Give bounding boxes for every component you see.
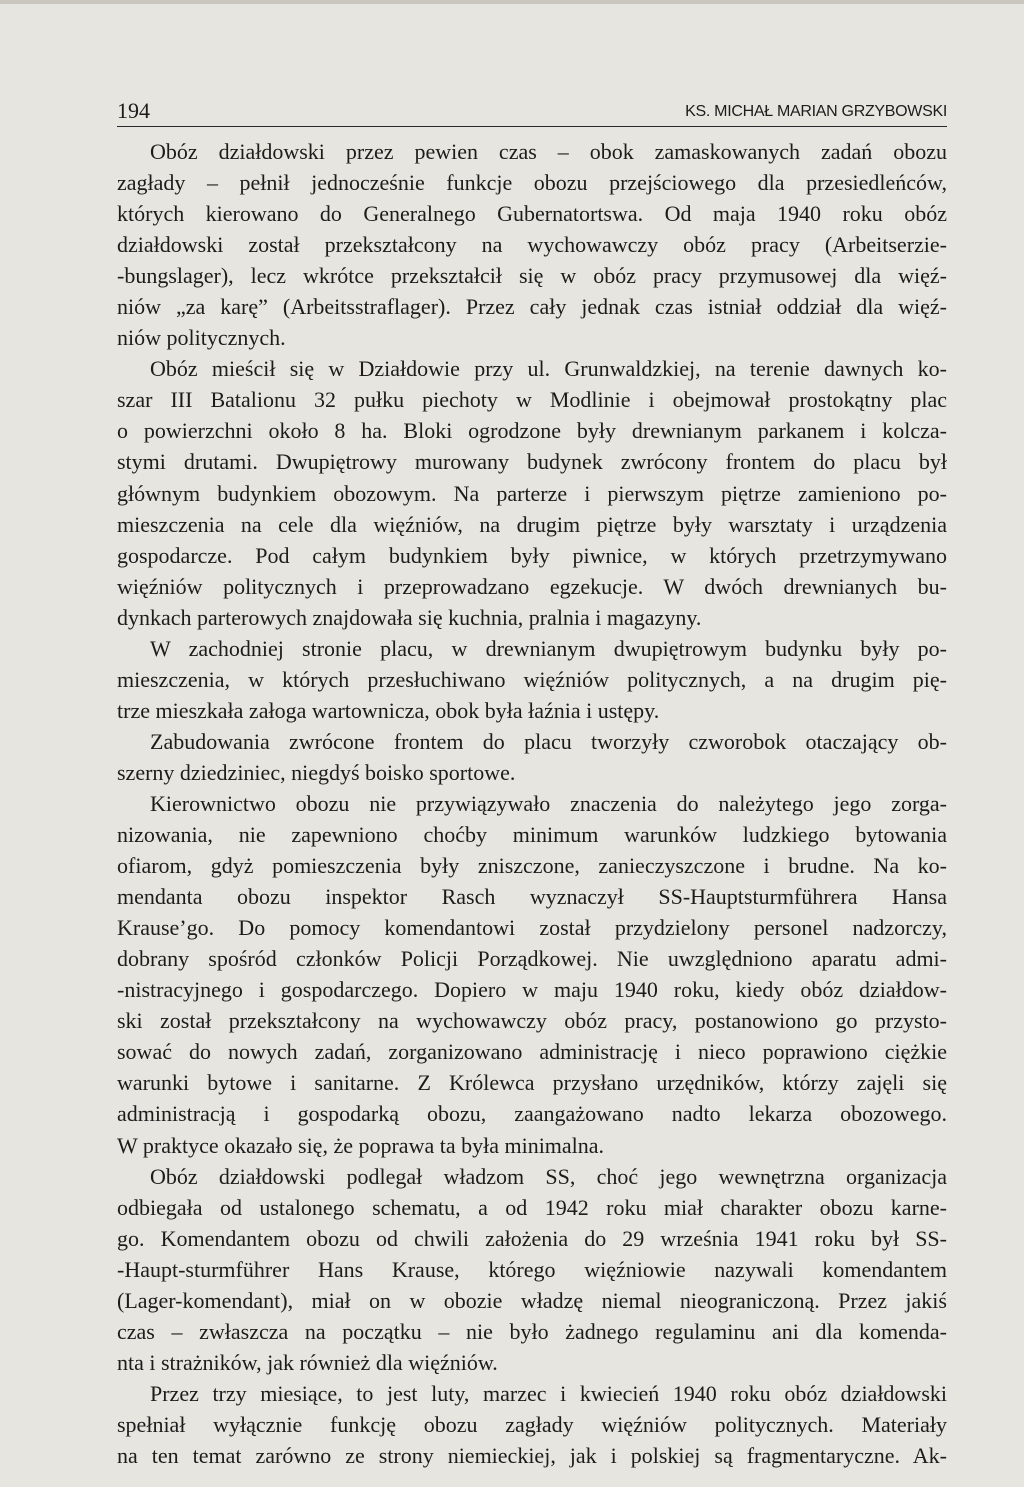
- text-line: odbiegała od ustalonego schematu, a od 1942 roku miał charakter obozu karne-: [117, 1194, 947, 1220]
- text-line: Obóz działdowski podlegał władzom SS, choć jego wewnętrzna organizacja: [150, 1163, 947, 1189]
- text-line: ski został przekształcony na wychowawczy obóz pracy, postanowiono go przysto-: [117, 1008, 947, 1034]
- text-line: Obóz mieścił się w Działdowie przy ul. Grunwaldzkiej, na terenie dawnych ko-: [150, 356, 947, 382]
- paragraph: [117, 726, 947, 788]
- text-line: Kierownictwo obozu nie przywiązywało znaczenia do należytego jego zorga-: [150, 790, 947, 816]
- paragraph: [117, 353, 947, 632]
- text-line: szerny dziedziniec, niegdyś boisko sportowe.: [117, 759, 516, 785]
- text-line: działdowski został przekształcony na wychowawczy obóz pracy (Arbeitserzie-: [117, 232, 947, 258]
- text-line: których kierowano do Generalnego Gubernatortswa. Od maja 1940 roku obóz: [117, 201, 947, 227]
- page-number: 194: [117, 98, 150, 123]
- text-line: mieszczenia, w których przesłuchiwano więźniów politycznych, a na drugim pię-: [117, 666, 947, 692]
- text-line: -nistracyjnego i gospodarczego. Dopiero w maju 1940 roku, kiedy obóz działdow-: [117, 977, 947, 1003]
- text-line: sować do nowych zadań, zorganizowano administrację i nieco poprawiono ciężkie: [117, 1039, 947, 1065]
- text-line: czas – zwłaszcza na początku – nie było żadnego regulaminu ani dla komenda-: [117, 1318, 947, 1344]
- text-line: o powierzchni około 8 ha. Bloki ogrodzone były drewnianym parkanem i kolcza-: [117, 418, 947, 444]
- paragraph: [117, 136, 947, 353]
- text-line: administracją i gospodarką obozu, zaangażowano nadto lekarza obozowego.: [117, 1101, 947, 1127]
- text-line: niów politycznych.: [117, 325, 286, 351]
- paragraph: [117, 788, 947, 1161]
- page-edge: [0, 0, 1024, 4]
- text-line: warunki bytowe i sanitarne. Z Królewca przysłano urzędników, którzy zajęli się: [117, 1070, 947, 1096]
- text-line: głównym budynkiem obozowym. Na parterze i pierwszym piętrze zamieniono po-: [117, 480, 947, 506]
- text-line: mieszczenia na cele dla więźniów, na drugim piętrze były warsztaty i urządzenia: [117, 511, 947, 537]
- body-text: [117, 136, 947, 1471]
- text-line: szar III Batalionu 32 pułku piechoty w Modlinie i obejmował prostokątny plac: [117, 387, 947, 413]
- page-header: [117, 98, 947, 127]
- text-line: więźniów politycznych i przeprowadzano egzekucje. W dwóch drewnianych bu-: [117, 573, 947, 599]
- text-line: dobrany spośród członków Policji Porządkowej. Nie uwzględniono aparatu admi-: [117, 946, 947, 972]
- text-line: spełniał wyłącznie funkcję obozu zagłady więźniów politycznych. Materiały: [117, 1411, 947, 1437]
- running-head: KS. MICHAŁ MARIAN GRZYBOWSKI: [685, 103, 947, 120]
- text-line: niów „za karę” (Arbeitsstraflager). Przez cały jednak czas istniał oddział dla więź-: [117, 294, 947, 320]
- text-line: stymi drutami. Dwupiętrowy murowany budynek zwrócony frontem do placu był: [117, 449, 947, 475]
- text-line: Zabudowania zwrócone frontem do placu tworzyły czworobok otaczający ob-: [150, 728, 947, 754]
- text-line: (Lager-komendant), miał on w obozie władzę niemal nieograniczoną. Przez jakiś: [117, 1287, 947, 1313]
- paragraph: [117, 1161, 947, 1378]
- text-line: W zachodniej stronie placu, w drewnianym dwupiętrowym budynku były po-: [150, 635, 947, 661]
- text-line: mendanta obozu inspektor Rasch wyznaczył SS-Hauptsturmführera Hansa: [117, 884, 947, 910]
- text-line: trze mieszkała załoga wartownicza, obok była łaźnia i ustępy.: [117, 697, 660, 723]
- text-line: zagłady – pełnił jednocześnie funkcje obozu przejściowego dla przesiedleńców,: [117, 170, 947, 196]
- paragraph: [117, 1378, 947, 1471]
- text-line: Przez trzy miesiące, to jest luty, marzec i kwiecień 1940 roku obóz działdowski: [150, 1380, 947, 1406]
- text-line: Obóz działdowski przez pewien czas – obok zamaskowanych zadań obozu: [150, 139, 947, 164]
- text-line: W praktyce okazało się, że poprawa ta była minimalna.: [117, 1132, 605, 1158]
- text-line: Krause’go. Do pomocy komendantowi został przydzielony personel nadzorczy,: [117, 915, 947, 941]
- text-line: -bungslager), lecz wkrótce przekształcił się w obóz pracy przymusowej dla więź-: [117, 263, 947, 289]
- text-line: go. Komendantem obozu od chwili założenia do 29 września 1941 roku był SS-: [117, 1225, 947, 1251]
- text-line: nizowania, nie zapewniono choćby minimum warunków ludzkiego bytowania: [117, 822, 947, 848]
- text-line: dynkach parterowych znajdowała się kuchnia, pralnia i magazyny.: [117, 604, 702, 630]
- paragraph: [117, 633, 947, 726]
- text-line: gospodarcze. Pod całym budynkiem były piwnice, w których przetrzymywano: [117, 542, 947, 568]
- text-line: na ten temat zarówno ze strony niemieckiej, jak i polskiej są fragmentaryczne. Ak-: [117, 1442, 947, 1468]
- text-line: nta i strażników, jak również dla więźniów.: [117, 1349, 498, 1375]
- text-line: -Haupt-sturmführer Hans Krause, którego więźniowie nazywali komendantem: [117, 1256, 947, 1282]
- text-line: ofiarom, gdyż pomieszczenia były zniszczone, zanieczyszczone i brudne. Na ko-: [117, 853, 947, 879]
